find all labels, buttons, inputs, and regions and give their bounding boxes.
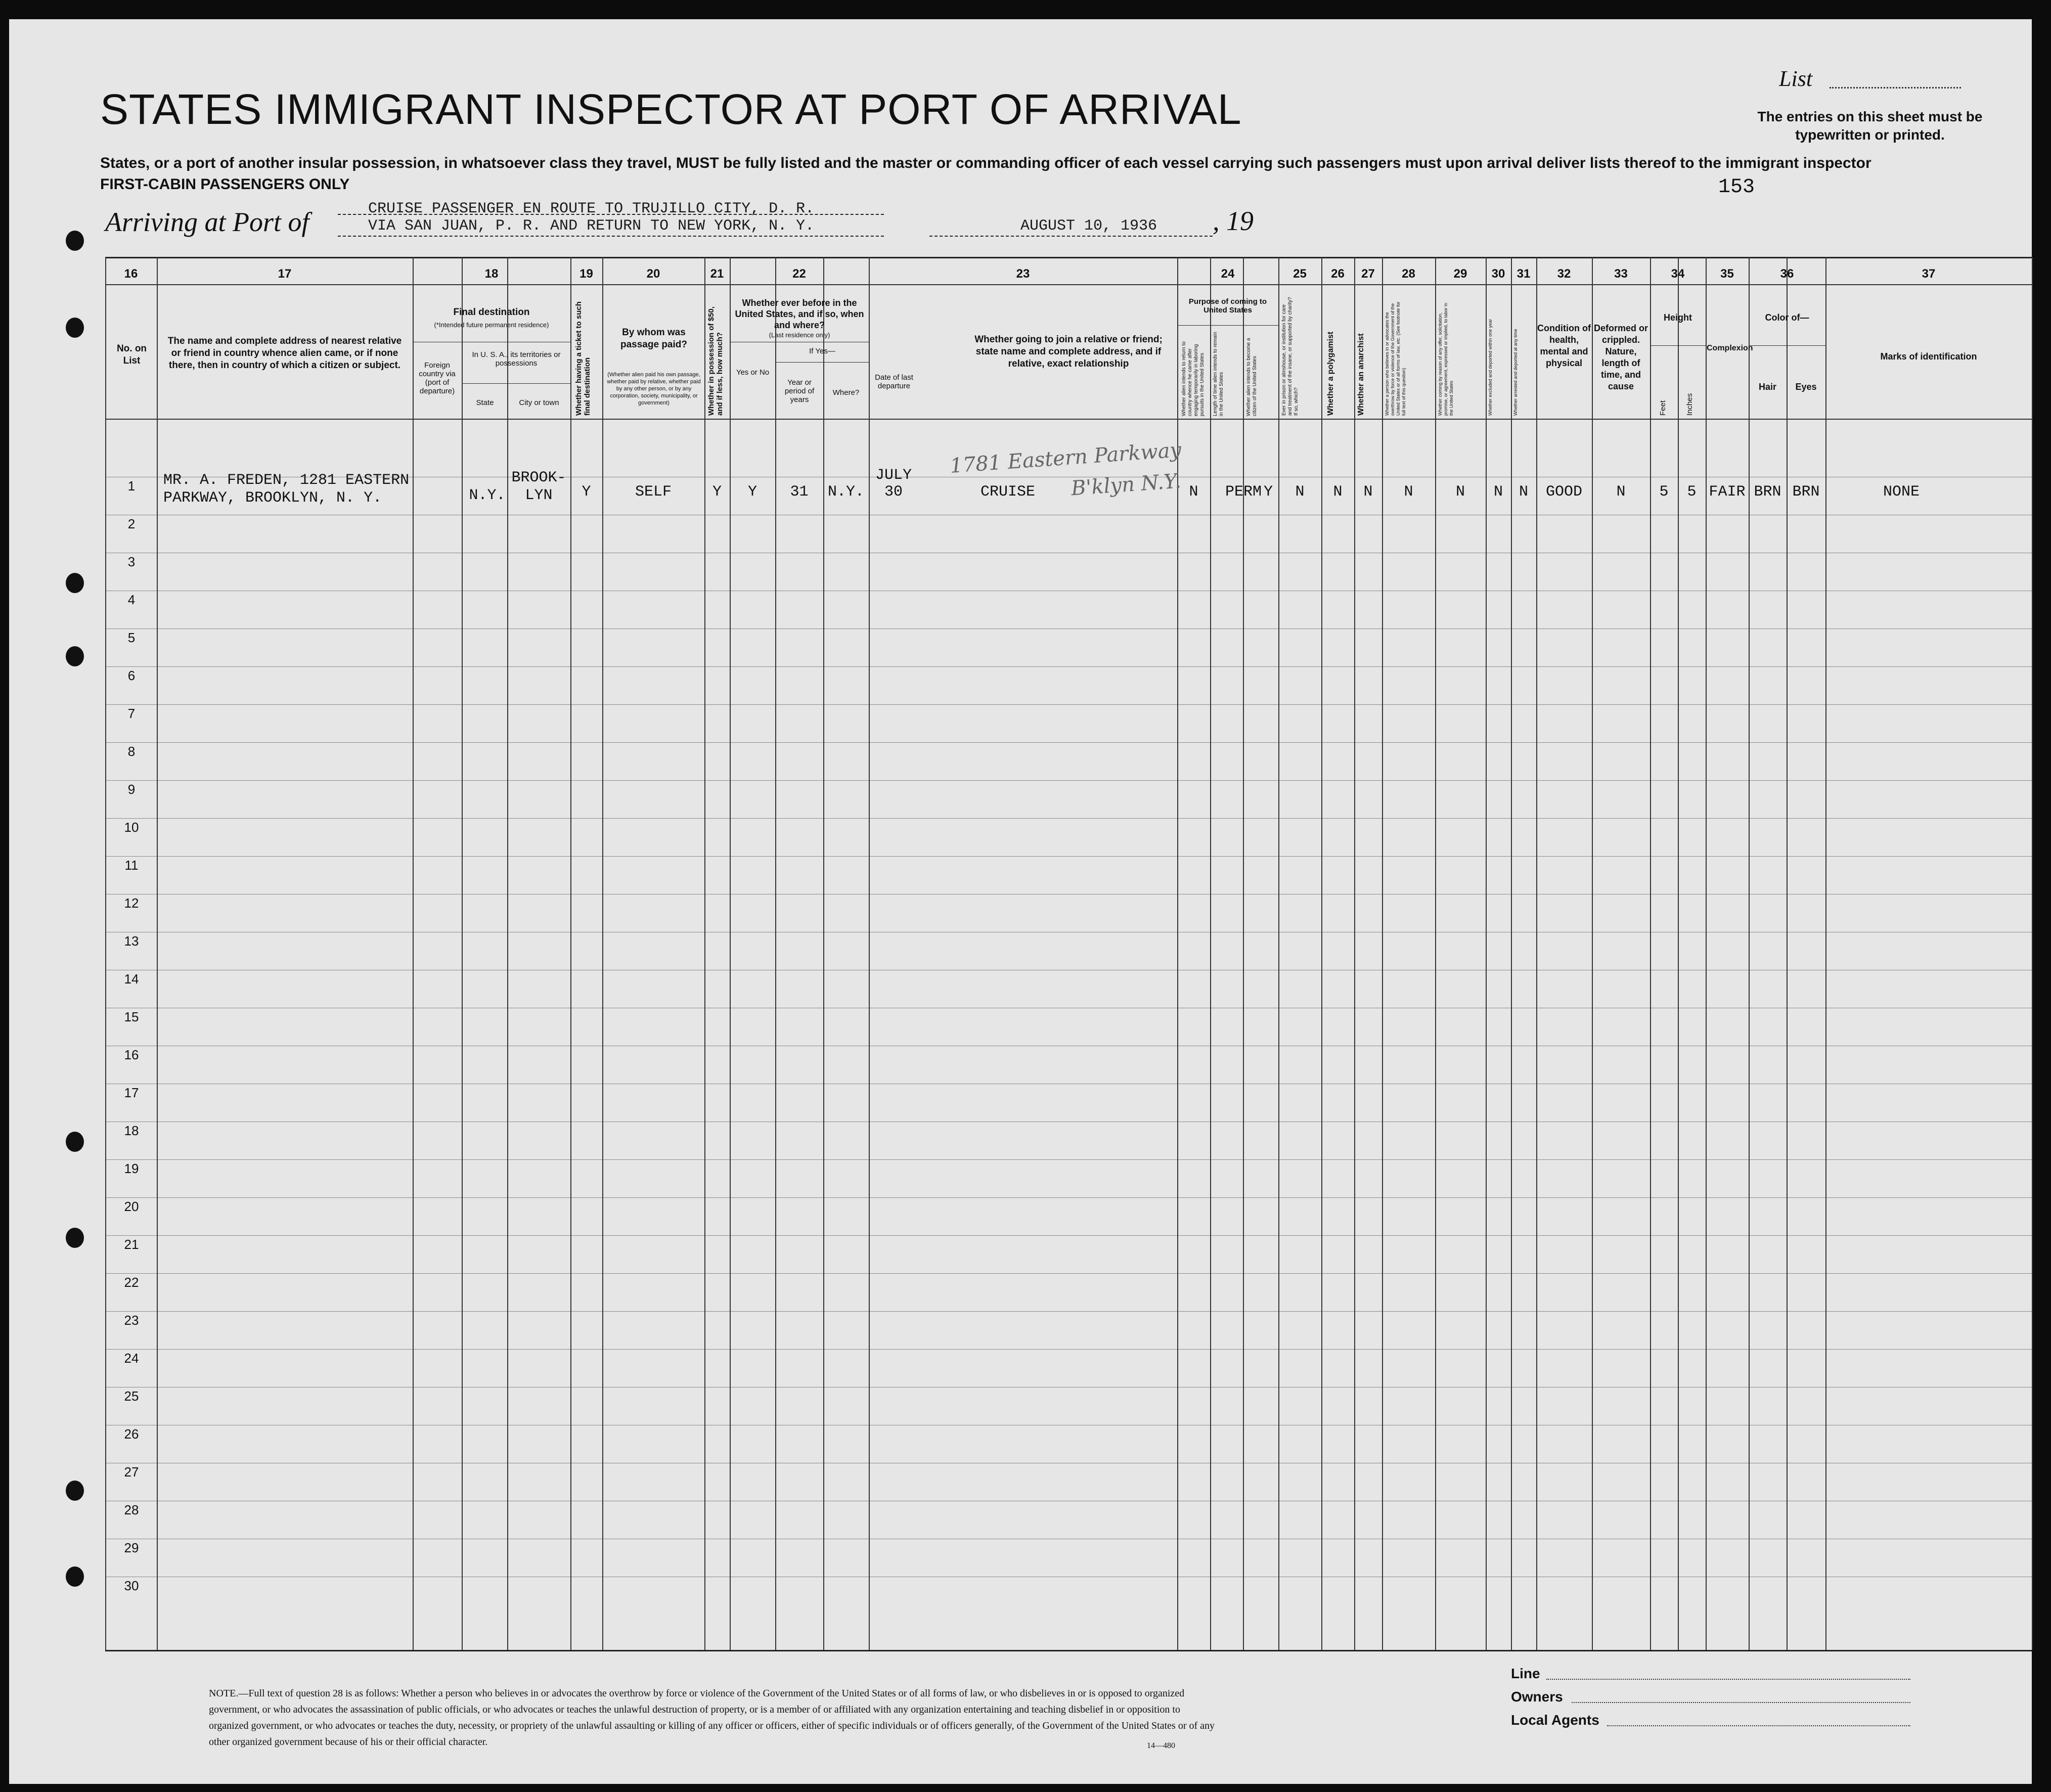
subheader-divider bbox=[462, 383, 570, 384]
column-divider bbox=[1511, 257, 1512, 1650]
local-agents-blank bbox=[1607, 1725, 1910, 1726]
column-number: 29 bbox=[1453, 267, 1467, 281]
header-if-yes: If Yes— bbox=[809, 347, 835, 355]
local-agents-label: Local Agents bbox=[1511, 1712, 1599, 1728]
column-number: 36 bbox=[1780, 267, 1794, 281]
header-passage-paid: By whom was passage paid? bbox=[620, 327, 687, 350]
column-number: 32 bbox=[1557, 267, 1571, 281]
row-rule bbox=[105, 856, 2032, 857]
header-join-relative: Whether going to join a relative or friend; state name and complete address, and if relative, exact relationship bbox=[974, 334, 1163, 369]
column-number: 20 bbox=[646, 267, 660, 281]
header-year-or-period: Year or period of years bbox=[784, 378, 815, 404]
table-bottom-border bbox=[105, 1650, 2032, 1651]
binder-hole bbox=[66, 231, 84, 251]
entry-fifty: Y bbox=[712, 483, 722, 501]
column-divider bbox=[1177, 257, 1178, 1650]
binder-hole bbox=[66, 646, 84, 666]
column-divider bbox=[730, 257, 731, 1650]
entry-purpose-b: PERM bbox=[1225, 483, 1262, 501]
line-blank bbox=[1546, 1679, 1910, 1680]
row-rule bbox=[105, 742, 2032, 743]
row-rule bbox=[105, 704, 2032, 705]
header-ticket: Whether having a ticket to such final destination bbox=[574, 301, 592, 416]
row-number: 26 bbox=[124, 1426, 139, 1442]
entry-handwritten-address-line2: B'klyn N.Y. bbox=[1070, 469, 1182, 501]
owners-label: Owners bbox=[1511, 1689, 1563, 1705]
header-in-usa: In U. S. A., its territories or possessions bbox=[472, 350, 561, 368]
row-number: 24 bbox=[124, 1351, 139, 1366]
manifest-sheet bbox=[9, 19, 2032, 1784]
column-divider bbox=[823, 257, 824, 1650]
subheader-divider bbox=[775, 362, 869, 363]
entry-polygamist: N bbox=[1333, 483, 1343, 501]
column-number: 16 bbox=[124, 267, 138, 281]
arriving-blank-line1 bbox=[338, 214, 884, 215]
subheader-divider bbox=[1650, 345, 1706, 346]
column-divider bbox=[1321, 257, 1322, 1650]
column-divider bbox=[1749, 257, 1750, 1650]
row-number: 6 bbox=[127, 668, 136, 683]
entry-q28: N bbox=[1404, 483, 1413, 501]
arriving-port-line2: VIA SAN JUAN, P. R. AND RETURN TO NEW YORK, N. Y. bbox=[368, 217, 815, 235]
column-divider bbox=[507, 257, 508, 1650]
column-number: 35 bbox=[1720, 267, 1734, 281]
row-number: 7 bbox=[127, 706, 136, 721]
row-number: 13 bbox=[124, 933, 139, 949]
header-marks: Marks of identification bbox=[1880, 351, 1977, 362]
date-blank-line bbox=[929, 236, 1213, 237]
column-number: 18 bbox=[484, 267, 499, 281]
header-bottom-border bbox=[105, 419, 2032, 420]
row-number: 14 bbox=[124, 971, 139, 987]
binder-hole bbox=[66, 1228, 84, 1248]
column-number: 21 bbox=[710, 267, 724, 281]
row-rule bbox=[105, 1159, 2032, 1160]
binder-hole bbox=[66, 1566, 84, 1587]
column-divider bbox=[1650, 257, 1651, 1650]
column-number: 25 bbox=[1293, 267, 1307, 281]
column-number: 30 bbox=[1491, 267, 1505, 281]
column-number: 28 bbox=[1402, 267, 1415, 281]
column-divider bbox=[1706, 257, 1707, 1650]
footnote-question-28: NOTE.—Full text of question 28 is as follows: Whether a person who believes in or advocates the overthrow by force or violence of the Government of the United States or of all forms of law, or who disbelieves in or is opposed to organized government, or who advocates the assassination of public officials, or who advocates or teaches the unlawful destruction of property, or is a member of or affiliated with any organization entertaining and teaching disbelief in or opposition to organized government, or who advocates or teaches the duty, necessity, or propriety of the unlawful assaulting or killing of any officer or officers, either of specific individuals or of officers generally, of the Government of the United States or of any other organized government because of his or their official character. bbox=[209, 1688, 1215, 1748]
entry-marks: NONE bbox=[1883, 483, 1920, 501]
row-number: 21 bbox=[124, 1237, 139, 1252]
column-number: 31 bbox=[1517, 267, 1531, 281]
sheet-number: 153 bbox=[1718, 176, 1755, 199]
column-number: 33 bbox=[1614, 267, 1628, 281]
entry-where: N.Y. bbox=[827, 483, 864, 501]
column-divider bbox=[602, 257, 603, 1650]
row-number: 4 bbox=[127, 592, 136, 607]
column-divider bbox=[1486, 257, 1487, 1650]
entry-health: GOOD bbox=[1545, 483, 1582, 501]
column-divider bbox=[570, 257, 571, 1650]
form-number: 14—480 bbox=[1147, 1741, 1175, 1750]
entry-ticket: Y bbox=[582, 483, 591, 501]
arriving-label: Arriving at Port of bbox=[105, 207, 309, 237]
header-purpose-a: Whether alien intends to return to country whence he came after engaging temporarily in laboring pursuits in the United States bbox=[1181, 341, 1205, 416]
header-inches: Inches bbox=[1685, 393, 1694, 416]
row-number: 12 bbox=[124, 895, 139, 911]
column-divider bbox=[1435, 257, 1436, 1650]
row-number: 3 bbox=[127, 554, 136, 569]
entry-anarchist: N bbox=[1363, 483, 1373, 501]
row-number: 20 bbox=[124, 1199, 139, 1214]
row-number: 28 bbox=[124, 1502, 139, 1517]
column-divider bbox=[1536, 257, 1537, 1650]
column-number: 23 bbox=[1016, 267, 1030, 281]
row-number: 16 bbox=[124, 1047, 139, 1062]
entry-purpose-a: N bbox=[1189, 483, 1198, 501]
row-number: 9 bbox=[127, 782, 136, 797]
column-divider bbox=[704, 257, 705, 1650]
row-number: 17 bbox=[124, 1085, 139, 1100]
list-number-blank bbox=[1830, 87, 1961, 88]
header-complexion: Complexion bbox=[1707, 344, 1753, 352]
entry-paid-by: SELF bbox=[635, 483, 672, 501]
header-fifty-dollars: Whether in possession of $50, and if less, how much? bbox=[707, 306, 724, 416]
entry-q29: N bbox=[1455, 483, 1465, 501]
header-state: State bbox=[476, 398, 494, 407]
row-rule bbox=[105, 1235, 2032, 1236]
header-date-last-departure: Date of last departure bbox=[875, 373, 913, 390]
arriving-blank-line2 bbox=[338, 236, 884, 237]
year-label: , 19 bbox=[1213, 206, 1254, 236]
header-prison: Ever in prison or almshouse, or institution for care and treatment of the insane, or supported by charity? If so, which? bbox=[1281, 297, 1299, 416]
entry-state: N.Y. bbox=[469, 487, 506, 504]
header-color-of: Color of— bbox=[1765, 312, 1809, 323]
column-divider bbox=[157, 257, 158, 1650]
subheader-divider bbox=[1177, 325, 1278, 326]
header-polygamist: Whether a polygamist bbox=[1326, 331, 1335, 416]
row-number: 23 bbox=[124, 1313, 139, 1328]
row-number: 27 bbox=[124, 1464, 139, 1480]
row-rule bbox=[105, 666, 2032, 667]
header-final-destination-note: (*Intended future permanent residence) bbox=[434, 321, 549, 329]
entry-handwritten-address-line1: 1781 Eastern Parkway bbox=[949, 438, 1182, 478]
binder-hole bbox=[66, 1481, 84, 1501]
header-hair: Hair bbox=[1758, 382, 1776, 392]
column-divider bbox=[1592, 257, 1593, 1650]
header-foreign-country: Foreign country via (port of departure) bbox=[419, 361, 456, 395]
entry-years: 31 bbox=[790, 483, 809, 501]
row-rule bbox=[105, 1197, 2032, 1198]
header-purpose-c: Whether alien intends to become a citizen of the United States bbox=[1246, 338, 1258, 416]
entry-join: CRUISE bbox=[980, 483, 1036, 501]
header-q29: Whether coming by reason of any offer, solicitation, promise, or agreement, expressed or implied, to labor in the United States bbox=[1438, 302, 1454, 416]
column-number: 37 bbox=[1922, 267, 1936, 281]
column-number: 22 bbox=[792, 267, 806, 281]
row-number: 1 bbox=[127, 478, 136, 494]
entry-hair: BRN bbox=[1754, 483, 1781, 501]
entry-departure-line2: 30 bbox=[884, 483, 903, 501]
header-city: City or town bbox=[519, 398, 559, 407]
column-divider bbox=[1787, 257, 1788, 1650]
row-number: 5 bbox=[127, 630, 136, 645]
column-divider bbox=[1382, 257, 1383, 1650]
row-rule bbox=[105, 1349, 2032, 1350]
header-q28: Whether a person who believes in or advocates the overthrow by force or violence of the Government of the United States or of all forms of law, etc. (See footnote for full text of this question) bbox=[1385, 301, 1406, 416]
row-rule bbox=[105, 1273, 2032, 1274]
form-title: STATES IMMIGRANT INSPECTOR AT PORT OF ARRIVAL bbox=[100, 85, 1242, 133]
column-divider bbox=[2032, 257, 2033, 1650]
header-q31: Whether arrested and deported at any time bbox=[1513, 329, 1518, 416]
row-rule bbox=[105, 780, 2032, 781]
header-eyes: Eyes bbox=[1795, 382, 1817, 392]
entry-purpose-c: Y bbox=[1263, 483, 1273, 501]
entry-departure-line1: JULY bbox=[875, 467, 912, 484]
row-number: 19 bbox=[124, 1161, 139, 1176]
row-rule bbox=[105, 1311, 2032, 1312]
entry-relative-line2: PARKWAY, BROOKLYN, N. Y. bbox=[163, 489, 382, 507]
header-purpose: Purpose of coming to United States bbox=[1188, 297, 1267, 315]
header-anarchist: Whether an anarchist bbox=[1357, 333, 1365, 416]
row-number: 2 bbox=[127, 516, 136, 531]
row-number: 10 bbox=[124, 820, 139, 835]
row-number: 11 bbox=[124, 858, 139, 873]
header-yes-or-no: Yes or No bbox=[736, 368, 770, 377]
header-nearest-relative: The name and complete address of nearest relative or friend in country whence alien came, or if none there, then in country of which a citizen or subject. bbox=[167, 336, 402, 371]
entry-prison: N bbox=[1295, 483, 1305, 501]
header-height: Height bbox=[1664, 312, 1692, 323]
entry-feet: 5 bbox=[1659, 483, 1669, 501]
arrival-date: AUGUST 10, 1936 bbox=[1020, 217, 1157, 235]
entry-eyes: BRN bbox=[1792, 483, 1820, 501]
column-divider bbox=[1243, 257, 1244, 1650]
column-number: 34 bbox=[1671, 267, 1685, 281]
column-divider bbox=[462, 257, 463, 1650]
column-number: 19 bbox=[579, 267, 593, 281]
binder-hole bbox=[66, 1132, 84, 1152]
header-q30: Whether excluded and deported within one year bbox=[1488, 319, 1493, 416]
entry-before: Y bbox=[747, 483, 757, 501]
header-where: Where? bbox=[832, 388, 860, 397]
column-divider bbox=[1678, 257, 1679, 1650]
header-deformed: Deformed or crippled. Nature, length of time, and cause bbox=[1593, 323, 1648, 391]
header-final-destination: Final destination bbox=[453, 307, 530, 318]
header-before-in-us: Whether ever before in the United States, and if so, when and where? bbox=[735, 298, 864, 330]
column-divider bbox=[1278, 257, 1279, 1650]
column-number: 26 bbox=[1331, 267, 1345, 281]
entry-q30: N bbox=[1493, 483, 1503, 501]
column-divider bbox=[1354, 257, 1355, 1650]
column-number: 27 bbox=[1361, 267, 1375, 281]
row-number: 15 bbox=[124, 1009, 139, 1024]
header-no-on-list: No. on List bbox=[116, 343, 147, 366]
list-label: List bbox=[1779, 66, 1813, 91]
form-subtitle: States, or a port of another insular possession, in whatsoever class they travel, MUST be fully listed and the master or commanding officer of each vessel carrying such passengers must upon arrival deliver lists thereof to the immigrant inspector bbox=[100, 155, 1871, 171]
column-divider bbox=[413, 257, 414, 1650]
header-feet: Feet bbox=[1659, 400, 1667, 416]
column-divider bbox=[1210, 257, 1211, 1650]
column-number: 17 bbox=[278, 267, 292, 281]
line-label: Line bbox=[1511, 1666, 1540, 1681]
row-number: 18 bbox=[124, 1123, 139, 1138]
passenger-class: FIRST-CABIN PASSENGERS ONLY bbox=[100, 176, 350, 193]
entry-inches: 5 bbox=[1687, 483, 1697, 501]
entries-notice: The entries on this sheet must be typewritten or printed. bbox=[1757, 109, 1983, 143]
row-rule bbox=[105, 818, 2032, 819]
binder-hole bbox=[66, 318, 84, 338]
header-passage-paid-note: (Whether alien paid his own passage, whether paid by relative, whether paid by any other person, or by any corporation, society, municipality, or government) bbox=[607, 372, 701, 406]
table-top-border bbox=[105, 257, 2032, 258]
owners-blank bbox=[1572, 1702, 1910, 1703]
arriving-port-line1: CRUISE PASSENGER EN ROUTE TO TRUJILLO CITY, D. R. bbox=[368, 200, 815, 217]
column-divider bbox=[869, 257, 870, 1650]
column-divider bbox=[1825, 257, 1826, 1650]
entry-city-line1: BROOK- bbox=[511, 469, 566, 486]
binder-hole bbox=[66, 573, 84, 593]
header-health: Condition of health, mental and physical bbox=[1537, 323, 1591, 368]
row-number: 25 bbox=[124, 1388, 139, 1404]
row-number: 22 bbox=[124, 1275, 139, 1290]
row-number: 29 bbox=[124, 1540, 139, 1555]
header-purpose-b: Length of time alien intends to remain in the United States bbox=[1213, 332, 1224, 416]
entry-complexion: FAIR bbox=[1709, 483, 1746, 501]
entry-city-line2: LYN bbox=[525, 487, 553, 504]
column-number-divider bbox=[105, 284, 2032, 285]
entry-deformed: N bbox=[1616, 483, 1626, 501]
row-number: 8 bbox=[127, 744, 136, 759]
column-number: 24 bbox=[1221, 267, 1235, 281]
column-divider bbox=[775, 257, 776, 1650]
row-number: 30 bbox=[124, 1578, 139, 1593]
subheader-divider bbox=[1749, 345, 1825, 346]
entry-q31: N bbox=[1519, 483, 1528, 501]
header-last-residence: (Last residence only) bbox=[769, 331, 830, 339]
entry-relative-line1: MR. A. FREDEN, 1281 EASTERN bbox=[163, 472, 410, 489]
